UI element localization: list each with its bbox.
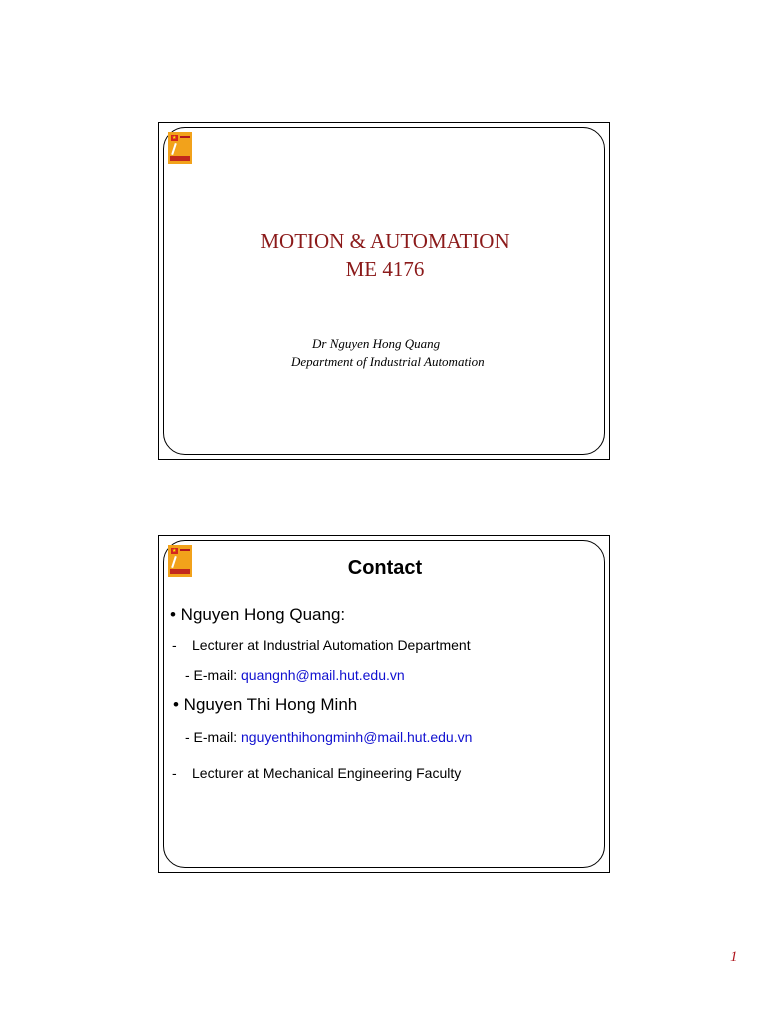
slide-heading: Contact — [347, 557, 423, 579]
email-link[interactable]: quangnh@mail.hut.edu.vn — [241, 667, 405, 683]
contact-role-1: Lecturer at Industrial Automation Department — [192, 637, 471, 653]
author-department: Department of Industrial Automation — [291, 354, 485, 369]
star-icon: ★ — [172, 135, 177, 141]
contact-slide — [158, 535, 610, 873]
contact-email-row-1 — [185, 667, 405, 683]
title-slide — [158, 122, 610, 460]
university-logo — [168, 132, 192, 164]
contact-name-1: • Nguyen Hong Quang: — [170, 605, 346, 624]
page-number: 1 — [730, 949, 738, 965]
author-name: Dr Nguyen Hong Quang — [312, 336, 441, 351]
bullet-dash: - — [172, 637, 177, 653]
bullet-dash: - — [172, 765, 177, 781]
email-link[interactable]: nguyenthihongminh@mail.hut.edu.vn — [241, 729, 473, 745]
contact-role-2: Lecturer at Mechanical Engineering Faculty — [192, 765, 462, 781]
email-label: - E-mail: — [185, 667, 238, 683]
star-icon: ★ — [172, 548, 177, 554]
slide-frame — [163, 127, 605, 455]
course-code: ME 4176 — [345, 257, 425, 281]
contact-name-2: • Nguyen Thi Hong Minh — [173, 695, 358, 714]
contact-email-row-2 — [185, 729, 472, 745]
course-title: MOTION & AUTOMATION — [260, 229, 510, 253]
email-label: - E-mail: — [185, 729, 238, 745]
